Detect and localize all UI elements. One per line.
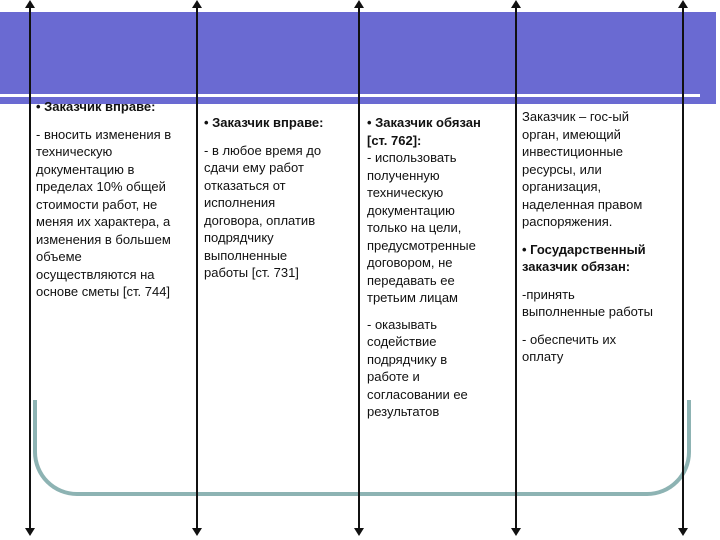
column-customer-rights-refusal xyxy=(204,114,323,282)
text-line: наделенная правом xyxy=(522,196,643,212)
text-line: только на цели, xyxy=(367,220,462,235)
column-heading: • Заказчик вправе: xyxy=(36,99,156,114)
text-line: объеме xyxy=(36,249,82,264)
text-line: организация, xyxy=(522,179,602,194)
text-line: документацию в xyxy=(36,161,135,177)
text-line: орган, имеющий xyxy=(522,126,621,142)
text-line: исполнения xyxy=(204,195,276,210)
text-line: предусмотренные xyxy=(367,237,476,253)
text-line: - в любое время до xyxy=(204,142,322,158)
text-line: третьим лицам xyxy=(367,290,458,305)
text-line: техническую xyxy=(367,185,444,200)
text-line: распоряжения. xyxy=(522,214,613,229)
text-line: документацию xyxy=(367,202,455,218)
text-line: подрядчику xyxy=(204,230,274,245)
banner-divider xyxy=(0,94,700,97)
text-line: выполненные xyxy=(204,247,288,263)
column-heading: заказчик обязан: xyxy=(522,259,631,274)
text-line: работе и xyxy=(367,369,420,384)
text-line: согласовании ее xyxy=(367,386,468,402)
text-line: договора, оплатив xyxy=(204,212,316,228)
text-line: основе сметы [ст. 744] xyxy=(36,284,171,299)
text-line: - использовать xyxy=(367,150,457,165)
text-line: - обеспечить их xyxy=(522,331,617,347)
text-line: изменения в большем xyxy=(36,231,171,247)
text-line: полученную xyxy=(367,167,440,183)
column-heading: • Заказчик вправе: xyxy=(204,115,324,130)
column-customer-rights-changes xyxy=(36,98,171,301)
text-line: Заказчик – гос-ый xyxy=(522,109,629,124)
text-line: - вносить изменения в xyxy=(36,126,172,142)
column-state-customer xyxy=(522,108,653,366)
text-line: выполненные работы xyxy=(522,304,653,319)
text-line: оплату xyxy=(522,349,564,364)
text-line: - оказывать xyxy=(367,316,437,332)
double-arrow-line xyxy=(358,4,360,532)
text-line: стоимости работ, не xyxy=(36,196,158,212)
text-line: договором, не xyxy=(367,255,453,270)
double-arrow-line xyxy=(29,4,31,532)
text-line: осуществляются на xyxy=(36,266,155,282)
double-arrow-line xyxy=(515,4,517,532)
column-heading: • Заказчик обязан xyxy=(367,115,481,130)
column-heading: • Государственный xyxy=(522,241,646,257)
text-line: инвестиционные xyxy=(522,144,624,159)
text-line: результатов xyxy=(367,404,440,419)
text-line: ресурсы, или xyxy=(522,161,602,177)
column-heading: [ст. 762]: xyxy=(367,132,422,148)
double-arrow-line xyxy=(682,4,684,532)
text-line: сдачи ему работ xyxy=(204,160,304,175)
text-line: содействие xyxy=(367,334,437,349)
text-line: -принять xyxy=(522,286,575,302)
text-line: передавать ее xyxy=(367,272,455,288)
double-arrow-line xyxy=(196,4,198,532)
column-customer-obligations xyxy=(367,114,481,421)
content-frame xyxy=(33,400,691,496)
text-line: отказаться от xyxy=(204,177,286,193)
text-line: пределах 10% общей xyxy=(36,179,166,194)
text-line: подрядчику в xyxy=(367,351,448,367)
text-line: работы [ст. 731] xyxy=(204,265,299,280)
text-line: меняя их характера, а xyxy=(36,214,171,229)
text-line: техническую xyxy=(36,144,113,159)
